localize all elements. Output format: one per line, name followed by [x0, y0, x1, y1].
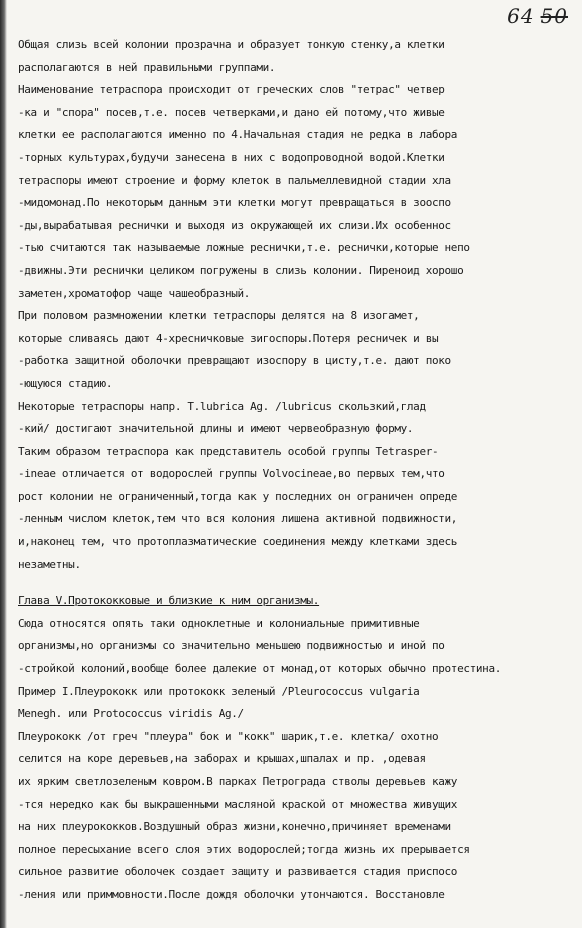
page-number-current: 64 [507, 4, 535, 28]
text-line: заметен,хроматофор чаще чашеобразный. [18, 286, 251, 300]
text-line: -стройкой колоний,вообще более далекие от монад,от которых обычно протестина. [18, 662, 501, 676]
text-line: -кий/ достигают значительной длины и имеют червеобразную форму. [18, 422, 414, 436]
text-line: Таким образом тетраспора как представитель особой группы Tetrasper- [18, 444, 439, 458]
typed-text-body [18, 34, 578, 907]
text-line: рост колонии не ограниченный,тогда как у последних он ограничен опреде [18, 489, 458, 503]
text-line: -движны.Эти реснички целиком погружены в слизь колонии. Пиреноид хорошо [18, 263, 464, 277]
text-line: располагаются в ней правильными группами. [18, 60, 276, 74]
text-line: клетки ее располагаются именно по 4.Начальная стадия не редка в лабора [18, 128, 458, 142]
text-line: Пример I.Плеурококк или протококк зеленый /Pleurococcus vulgaria [18, 684, 420, 698]
text-line: организмы,но организмы со значительно меньшею подвижностью и иной по [18, 639, 445, 653]
text-line: Сюда относятся опять таки одноклетные и колониальные примитивные [18, 616, 420, 630]
text-line: -работка защитной оболочки превращают изоспору в цисту,т.е. дают поко [18, 354, 451, 368]
text-line: -тся нередко как бы выкрашенными масляной краской от множества живущих [18, 797, 458, 811]
section-gap [18, 576, 578, 590]
text-line: Плеурококк /от греч "плеура" бок и "кокк" шарик,т.е. клетка/ охотно [18, 729, 439, 743]
text-line: незаметны. [18, 557, 81, 571]
text-line: полное пересыхание всего слоя этих водорослей;тогда жизнь их прерывается [18, 842, 470, 856]
chapter-heading: Глава V.Протококковые и близкие к ним организмы. [18, 594, 320, 608]
text-line: их ярким светлозеленым ковром.В парках Петрограда стволы деревьев кажу [18, 775, 458, 788]
text-line: -ка и "спора" посев,т.е. посев четверками,и дано ей потому,что живые [18, 105, 445, 119]
text-line: -мидомонад.По некоторым данным эти клетки могут превращаться в зооспо [18, 196, 451, 210]
text-line: на них плеурококков.Воздушный образ жизни,конечно,причиняет временами [18, 820, 451, 834]
text-line: -тью считаются так называемые ложные реснички,т.е. реснички,которые непо [18, 241, 470, 255]
text-line: Menegh. или Protococcus viridis Ag./ [18, 707, 244, 721]
text-line: Наименование тетраспора происходит от греческих слов "тетрас" четвер [18, 83, 445, 97]
text-line: и,наконец тем, что протоплазматические соединения между клетками здесь [18, 535, 458, 549]
text-line: -ды,вырабатывая реснички и выходя из окружающей их слизи.Их особеннос [18, 218, 451, 232]
text-line: -ленным числом клеток,тем что вся колония лишена активной подвижности, [18, 512, 458, 526]
text-line: селится на коре деревьев,на заборах и крышах,шпалах и пр. ,одевая [18, 752, 426, 766]
text-line: Общая слизь всей колонии прозрачна и образует тонкую стенку,а клетки [18, 38, 445, 51]
text-line: Некоторые тетраспоры напр. T.lubrica Ag. /lubricus скользкий,глад [18, 399, 426, 413]
page-number [507, 4, 568, 28]
page-number-crossed: 50 [540, 4, 568, 28]
text-line: -ineae отличается от водорослей группы Volvocineae,во первых тем,что [18, 467, 445, 481]
text-line: которые сливаясь дают 4-хресничковые зигоспоры.Потеря ресничек и вы [18, 331, 439, 345]
text-line: -ления или приммовности.После дождя оболочки утончаются. Восстановле [18, 887, 445, 901]
text-line: При половом размножении клетки тетраспоры делятся на 8 изогамет, [18, 309, 420, 323]
text-line: сильное развитие оболочек создает защиту и развивается стадия приспосо [18, 865, 458, 879]
text-line: -ющуюся стадию. [18, 376, 113, 390]
text-line: -торных культурах,будучи занесена в них с водопроводной водой.Клетки [18, 150, 445, 164]
scan-edge-shadow [0, 0, 7, 928]
text-line: тетраспоры имеют строение и форму клеток в пальмеллевидной стадии хла [18, 173, 451, 187]
